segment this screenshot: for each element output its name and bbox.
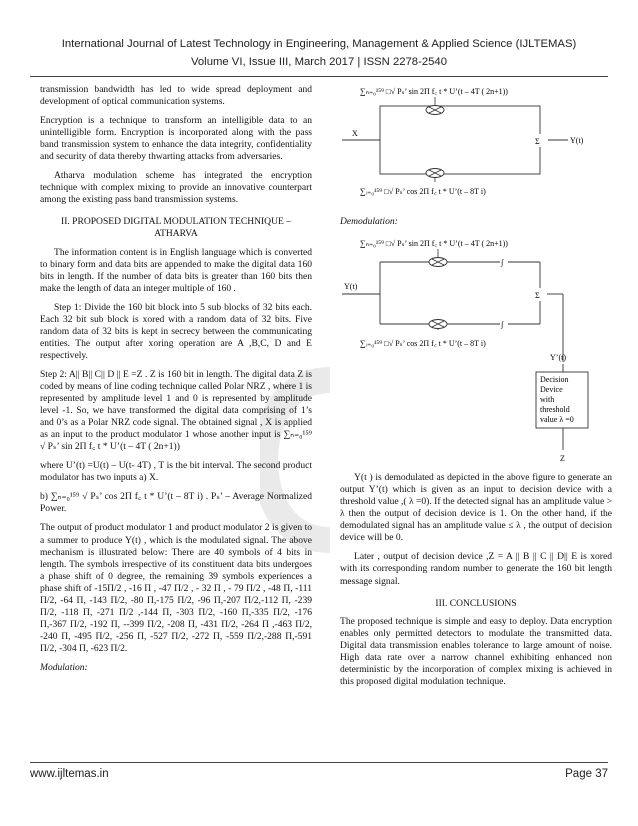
paragraph: Atharva modulation scheme has integrated the encryption technique with complex mixing to provide an innovative counterpart among the existing pass band transmission systems. — [40, 170, 312, 206]
paragraph: where U’(t) =U(t) – U(t- 4T) , T is the bit interval. The second product modulator has two inputs a) X. — [40, 460, 312, 484]
mod-input-label: X — [352, 129, 358, 138]
decision-line: with — [540, 395, 555, 405]
section-heading: III. CONCLUSIONS — [435, 597, 517, 609]
mod-summer: Σ — [535, 137, 540, 146]
demod-bottom-equation: ∑ᵢ₌₀¹⁵⁹ □√ Pₛ’ cos 2Π f꜀ t * U’(t – 8T i) — [360, 339, 486, 349]
mod-bottom-equation: ∑ᵢ₌₀¹⁵⁹ □√ Pₛ’ cos 2Π f꜀ t * U’(t – 8T i) — [360, 187, 486, 196]
paragraph: The output of product modulator 1 and product modulator 2 is given to a summer to produce Y(t) , which is the modulated signal. The above mechanism is illustrated below: There are 40 symbols of 4 bits in length. The symbols irrespective of its constituent data bits undergoes a phase shift of 0 degree, the remaining 39 symbols experiences a phase shift of -15Π/2 , -16 Π , -47 Π/2 , - 32 Π , - 79 Π/2 , -48 Π, -111 Π/2, -64 Π, -143 Π/2, -80 Π,-175 Π/2, -96 Π,-207 Π/2,-112 Π, -239 Π/2, -118 Π, -271 Π/2 ,-144 Π, -303 Π/2, -160 Π,-335 Π/2, -176 Π,-367 Π/2, -192 Π, --399 Π/2, -208 Π, -431 Π/2, -264 Π ,-463 Π/2, -240 Π, -495 Π/2, -256 Π, -527 Π/2, -272 Π, -559 Π/2,-288 Π,-591 Π/2, -304 Π, -623 Π/2. — [40, 522, 312, 654]
paragraph: Later , output of decision device ,Z = A || B || C || D|| E is xored with its corresponding random number to generate the 160 bit length message signal. — [340, 551, 612, 587]
section-heading: II. PROPOSED DIGITAL MODULATION TECHNIQUE – ATHARVA — [61, 216, 291, 240]
mod-top-equation: ∑ₙ₌₀¹⁵⁹ □√ Pₛ’ sin 2Π f꜀ t * U’(t – 4T ( 2n+1)) — [360, 87, 508, 96]
integrator-bottom: ∫ — [501, 320, 504, 330]
decision-line: Decision — [540, 375, 569, 385]
issue-info: Volume VI, Issue III, March 2017 | ISSN 2278-2540 — [190, 56, 447, 68]
mixer-top — [426, 106, 444, 115]
decision-line: value λ =0 — [540, 415, 574, 425]
demod-mixer-top — [429, 258, 447, 267]
demod-input-label: Y(t) — [344, 282, 358, 292]
decision-line: threshold — [540, 405, 570, 415]
mixer-bottom — [426, 169, 444, 178]
paragraph: Step 1: Divide the 160 bit block into 5 sub blocks of 32 bits each. Each 32 bit sub block is xored with a random data of 32 bits. Five random data of 32 bits is kept in secrecy between the communicating entities. The output after xoring operation are A ,B,C, D and E respectively. — [40, 301, 312, 361]
journal-title: International Journal of Latest Technology in Engineering, Management & Applied Science (IJLTEMAS) — [61, 38, 577, 50]
paragraph: b) ∑ₙ₌₀¹⁵⁹ √ Pₛ’ cos 2Π f꜀ t * U’(t – 8T i) . Pₛ’ – Average Normalized Power. — [40, 491, 312, 515]
demodulation-label: Demodulation: — [340, 216, 398, 228]
modulation-label: Modulation: — [40, 661, 88, 673]
paragraph: The proposed technique is simple and easy to deploy. Data encryption enables only permitted detectors to modulate the transmitted data. Digital data transmission enables tolerance to large amount of noise. High data rate over a narrow channel exhibiting enhanced non deterministic by the incorporation of complex mixing is achieved in this proposed digital modulation technique. — [340, 615, 612, 687]
footer-url[interactable]: www.ijltemas.in — [30, 768, 109, 780]
paragraph: The information content is in English language which is converted to binary form and data bits are appended to make the digital data 160 bits in length. If the number of data bits is greater than 160 bits then make the length of data an integer multiple of 160 . — [40, 246, 312, 294]
demod-mixer-bottom — [429, 320, 447, 329]
paragraph: Y(t ) is demodulated as depicted in the above figure to generate an output Y’(t) which is given as an input to decision device with a threshold value ,( λ =0). If the detected signal has an amplitude value > λ then the output of decision device is 1. On the other hand, if the demodulated signal has an amplitude value ≤ λ , the output of decision device will be 0. — [340, 472, 612, 544]
paragraph: Encryption is a technique to transform an intelligible data to an unintelligible form. Encryption is incorporated along with the pass band transmission system to enhance the data integrity, confidentiality and security of data thereby thwarting attacks from adversaries. — [40, 115, 312, 163]
mod-output-label: Y(t) — [570, 136, 584, 145]
left-column — [40, 84, 312, 681]
modulation-diagram — [340, 84, 612, 206]
integrator-top: ∫ — [501, 258, 504, 268]
demodulation-diagram — [340, 232, 612, 464]
paragraph: transmission bandwidth has led to wide spread deployment and development of optical communication systems. — [40, 84, 312, 108]
demod-top-equation: ∑ₙ₌₀¹⁵⁹ □√ Pₛ’ sin 2Π f꜀ t * U’(t – 4T ( 2n+1)) — [360, 239, 508, 249]
right-column — [340, 84, 612, 695]
header-rule — [30, 76, 608, 77]
demod-output-label: Z — [560, 454, 565, 464]
paragraph: Step 2: A|| B|| C|| D || E =Z . Z is 160 bit in length. The digital data Z is coded by means of line coding technique called Polar NRZ , where 1 is represented by amplitude level 1 and 0 is represented by amplitude level -1. So, we have transformed the digital data comprising of 1’s and 0’s as a Polar NRZ code signal. The obtained signal , X is applied as an input to the product modulator 1 whose another input is ∑ₙ₌₀¹⁵⁹ √ Pₛ’ sin 2Π f꜀ t * U’(t – 4T ( 2n+1)) — [40, 368, 313, 453]
demod-summer: Σ — [535, 291, 540, 301]
footer-rule — [30, 762, 608, 763]
demod-yprime-label: Y’(t) — [550, 353, 566, 363]
decision-line: Device — [540, 385, 563, 395]
page-number: Page 37 — [565, 768, 608, 780]
